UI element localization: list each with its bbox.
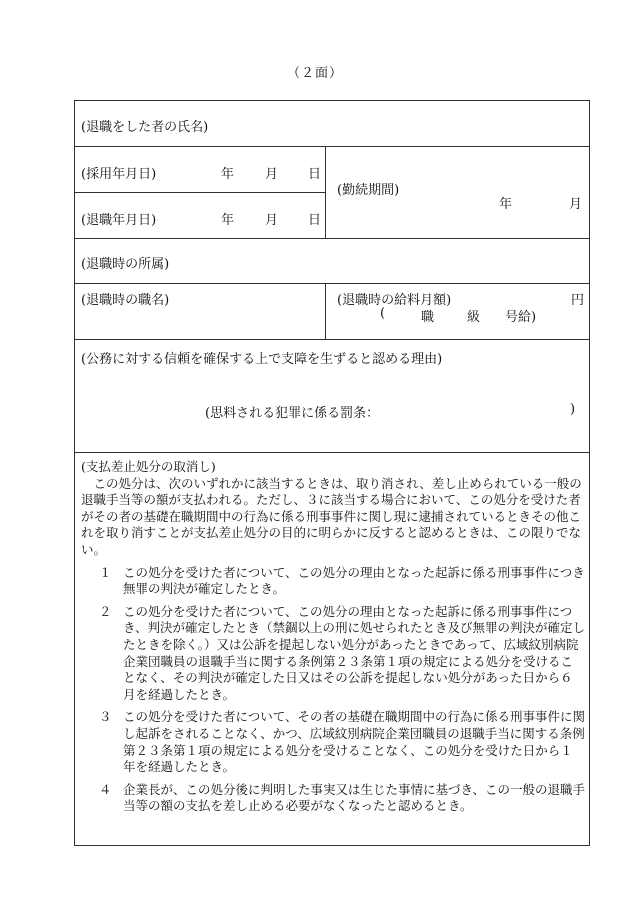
condition-item: [81, 709, 585, 775]
condition-number: ２: [99, 603, 112, 619]
reason-label: (公務に対する信頼を確保する上で支障を生ずると認める理由): [81, 352, 443, 367]
grade-open-paren: (: [380, 306, 386, 321]
service-year-unit: 年: [499, 197, 513, 212]
hire-date-label: (採用年月日): [81, 167, 157, 182]
condition-item: [81, 565, 585, 598]
cancellation-label: (支払差止処分の取消し): [81, 459, 216, 474]
charges-close-paren: ): [570, 402, 576, 417]
condition-number: ３: [99, 709, 112, 725]
hire-day-unit: 日: [308, 167, 322, 182]
retire-date-label: (退職年月日): [81, 213, 157, 228]
cancellation-intro: この処分は、次のいずれかに該当するときは、取り消され、差し止められている一般の退職手当等の額が支払われる。ただし、３に該当する場合において、この処分を受けた者がその者の基礎在職期間中の行為に係る刑事事件に関し現に逮捕されているときその他これを取り消すことが支払差止処分の目的に明らかに反すると認めるときは、この限りでない。: [81, 475, 582, 557]
service-month-unit: 月: [569, 197, 583, 212]
salary-yen-unit: 円: [571, 293, 585, 308]
charges-label: (思料される犯罪に係る罰条：: [205, 406, 380, 421]
grade-shoku-unit: 職: [421, 310, 435, 325]
condition-number: １: [99, 564, 112, 580]
hire-year-unit: 年: [221, 167, 235, 182]
page-label: （２面）: [286, 66, 343, 81]
affiliation-row: [75, 239, 589, 284]
retire-year-unit: 年: [221, 213, 235, 228]
condition-text: この処分を受けた者について、その者の基礎在職期間中の行為に係る刑事事件に関し起訴をされることなく、かつ、広域紋別病院企業団職員の退職手当に関する条例第２３条第１項の規定による処分を受けることなく、この処分を受けた日から１年を経過したとき。: [123, 709, 586, 775]
position-divider: [325, 284, 326, 340]
service-period-label: (勤続期間): [337, 183, 400, 198]
grade-kyu-unit: 級: [467, 310, 481, 325]
reason-row: [75, 340, 589, 453]
hire-month-unit: 月: [265, 167, 279, 182]
condition-item: [81, 782, 585, 815]
condition-number: ４: [99, 781, 112, 797]
condition-text: この処分を受けた者について、この処分の理由となった起訴に係る刑事事件につき、判決が確定したとき（禁錮以上の刑に処せられたとき及び無罪の判決が確定したときを除く。）又は公訴を提起しない処分があったときであって、広域紋別病院企業団職員の退職手当に関する条例第２３条第１項の規定による処分を受けることなく、その判決が確定した日又はその公訴を提起しない処分があった日から６月を経過したとき。: [123, 603, 586, 702]
dates-row: [75, 147, 589, 239]
position-salary-row: [75, 284, 589, 340]
dates-divider: [325, 147, 326, 239]
condition-text: 企業長が、この処分後に判明した事実又は生じた事情に基づき、この一般の退職手当等の額の支払を差し止める必要がなくなったと認めるとき。: [123, 781, 586, 814]
salary-label: (退職時の給料月額): [337, 293, 452, 308]
name-label: (退職をした者の氏名): [81, 120, 209, 135]
grade-gokyu-unit: 号給): [505, 310, 537, 325]
retire-month-unit: 月: [265, 213, 279, 228]
affiliation-label: (退職時の所属): [81, 257, 170, 272]
condition-item: [81, 604, 585, 704]
position-label: (退職時の職名): [81, 293, 170, 308]
dates-split: [75, 192, 325, 193]
retirement-allowance-form: [74, 100, 590, 846]
retire-day-unit: 日: [308, 213, 322, 228]
cancellation-section: [81, 459, 585, 815]
name-row: [75, 101, 589, 147]
condition-text: この処分を受けた者について、この処分の理由となった起訴に係る刑事事件につき無罪の判決が確定したとき。: [123, 564, 585, 597]
